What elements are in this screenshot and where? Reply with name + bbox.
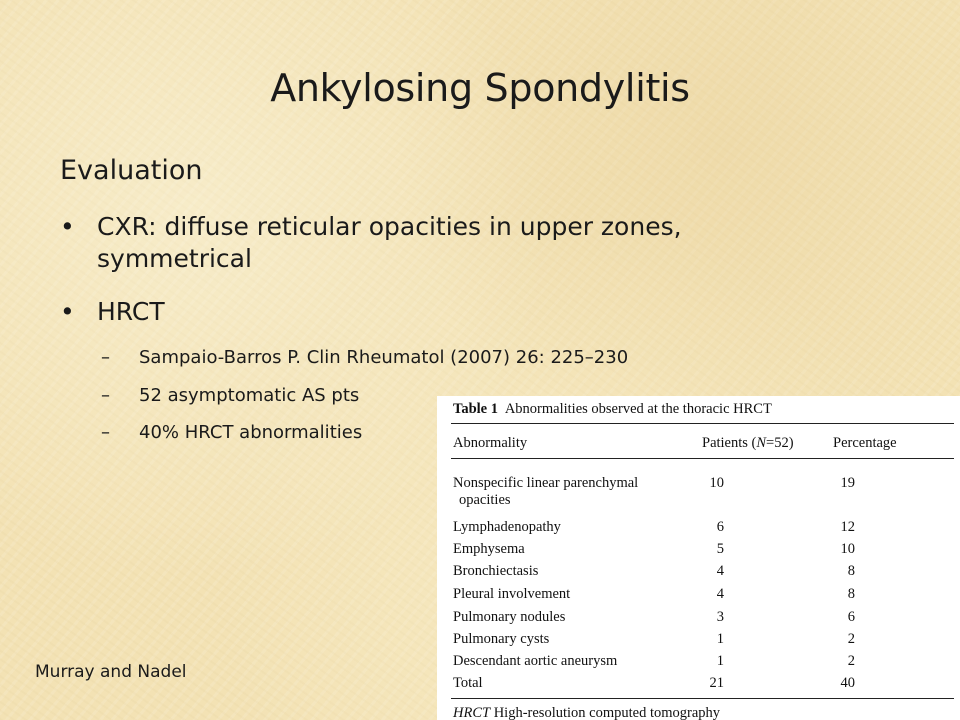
footnote-text: High-resolution computed tomography [493, 705, 721, 720]
source-credit: Murray and Nadel [35, 662, 187, 682]
cell-patients: 21 [709, 675, 724, 691]
table-row [437, 519, 960, 541]
cell-percentage: 12 [840, 519, 855, 535]
cell-abnormality: Total [453, 675, 483, 691]
cell-percentage: 8 [847, 586, 855, 602]
cell-percentage: 6 [847, 609, 855, 625]
header-patients [702, 435, 794, 452]
bullet-cxr [60, 211, 817, 275]
table-row [437, 475, 960, 519]
cell-percentage: 40 [840, 675, 855, 691]
bullet-dot: • [60, 297, 75, 326]
cell-patients: 4 [716, 563, 724, 579]
cell-abnormality: Pulmonary nodules [453, 609, 566, 625]
table-caption-text: Abnormalities observed at the thoracic HRCT [504, 401, 772, 417]
header-abnormality: Abnormality [453, 435, 528, 451]
table-row [437, 563, 960, 585]
bullet-text: CXR: diffuse reticular opacities in upper zones, symmetrical [97, 212, 682, 273]
header-patients-n: N [756, 435, 767, 451]
table-row-total [437, 675, 960, 697]
sub-bullet-text: 52 asymptomatic AS pts [139, 385, 360, 406]
table-row [437, 631, 960, 653]
cell-abnormality-line1: Nonspecific linear parenchymal [453, 475, 639, 491]
sub-bullet-dash: – [101, 385, 110, 406]
section-heading: Evaluation [60, 155, 203, 186]
header-patients-prefix: Patients ( [702, 435, 757, 451]
sub-bullet-abnormalities [101, 421, 363, 445]
bullet-text: HRCT [97, 297, 165, 326]
sub-bullet-text: 40% HRCT abnormalities [139, 422, 363, 443]
bullet-hrct [60, 296, 165, 328]
cell-patients: 10 [709, 475, 724, 491]
slide-title: Ankylosing Spondylitis [270, 66, 690, 110]
cell-abnormality: Emphysema [453, 541, 525, 557]
sub-bullet-patients [101, 384, 360, 408]
cell-patients: 3 [716, 609, 724, 625]
cell-patients: 6 [716, 519, 724, 535]
cell-patients: 4 [716, 586, 724, 602]
table-top-rule [451, 423, 954, 424]
sub-bullet-dash: – [101, 422, 110, 443]
table-row [437, 586, 960, 608]
cell-percentage: 2 [847, 653, 855, 669]
cell-patients: 5 [716, 541, 724, 557]
table-label: Table 1 [453, 401, 498, 417]
cell-percentage: 10 [840, 541, 855, 557]
table-row [437, 541, 960, 563]
table-footnote [453, 705, 720, 720]
header-percentage: Percentage [833, 435, 897, 451]
table-caption [453, 401, 772, 418]
cell-percentage: 19 [840, 475, 855, 491]
table-bottom-rule [451, 698, 954, 699]
table-row [437, 609, 960, 631]
bullet-dot: • [60, 212, 75, 241]
cell-abnormality: Descendant aortic aneurysm [453, 653, 618, 669]
table-row [437, 653, 960, 675]
cell-percentage: 2 [847, 631, 855, 647]
cell-patients: 1 [716, 631, 724, 647]
sub-bullet-dash: – [101, 347, 110, 368]
abnormalities-table [437, 396, 960, 720]
cell-patients: 1 [716, 653, 724, 669]
cell-abnormality: Pleural involvement [453, 586, 571, 602]
cell-abnormality: Lymphadenopathy [453, 519, 561, 535]
table-header-rule [451, 458, 954, 459]
sub-bullet-reference [101, 346, 629, 370]
cell-abnormality: Pulmonary cysts [453, 631, 550, 647]
footnote-abbr: HRCT [453, 705, 491, 720]
sub-bullet-text: Sampaio-Barros P. Clin Rheumatol (2007) 26: 225–230 [139, 347, 629, 368]
cell-abnormality-line2: opacities [459, 492, 511, 508]
cell-abnormality: Bronchiectasis [453, 563, 539, 579]
cell-percentage: 8 [847, 563, 855, 579]
header-patients-suffix: =52) [766, 435, 794, 451]
